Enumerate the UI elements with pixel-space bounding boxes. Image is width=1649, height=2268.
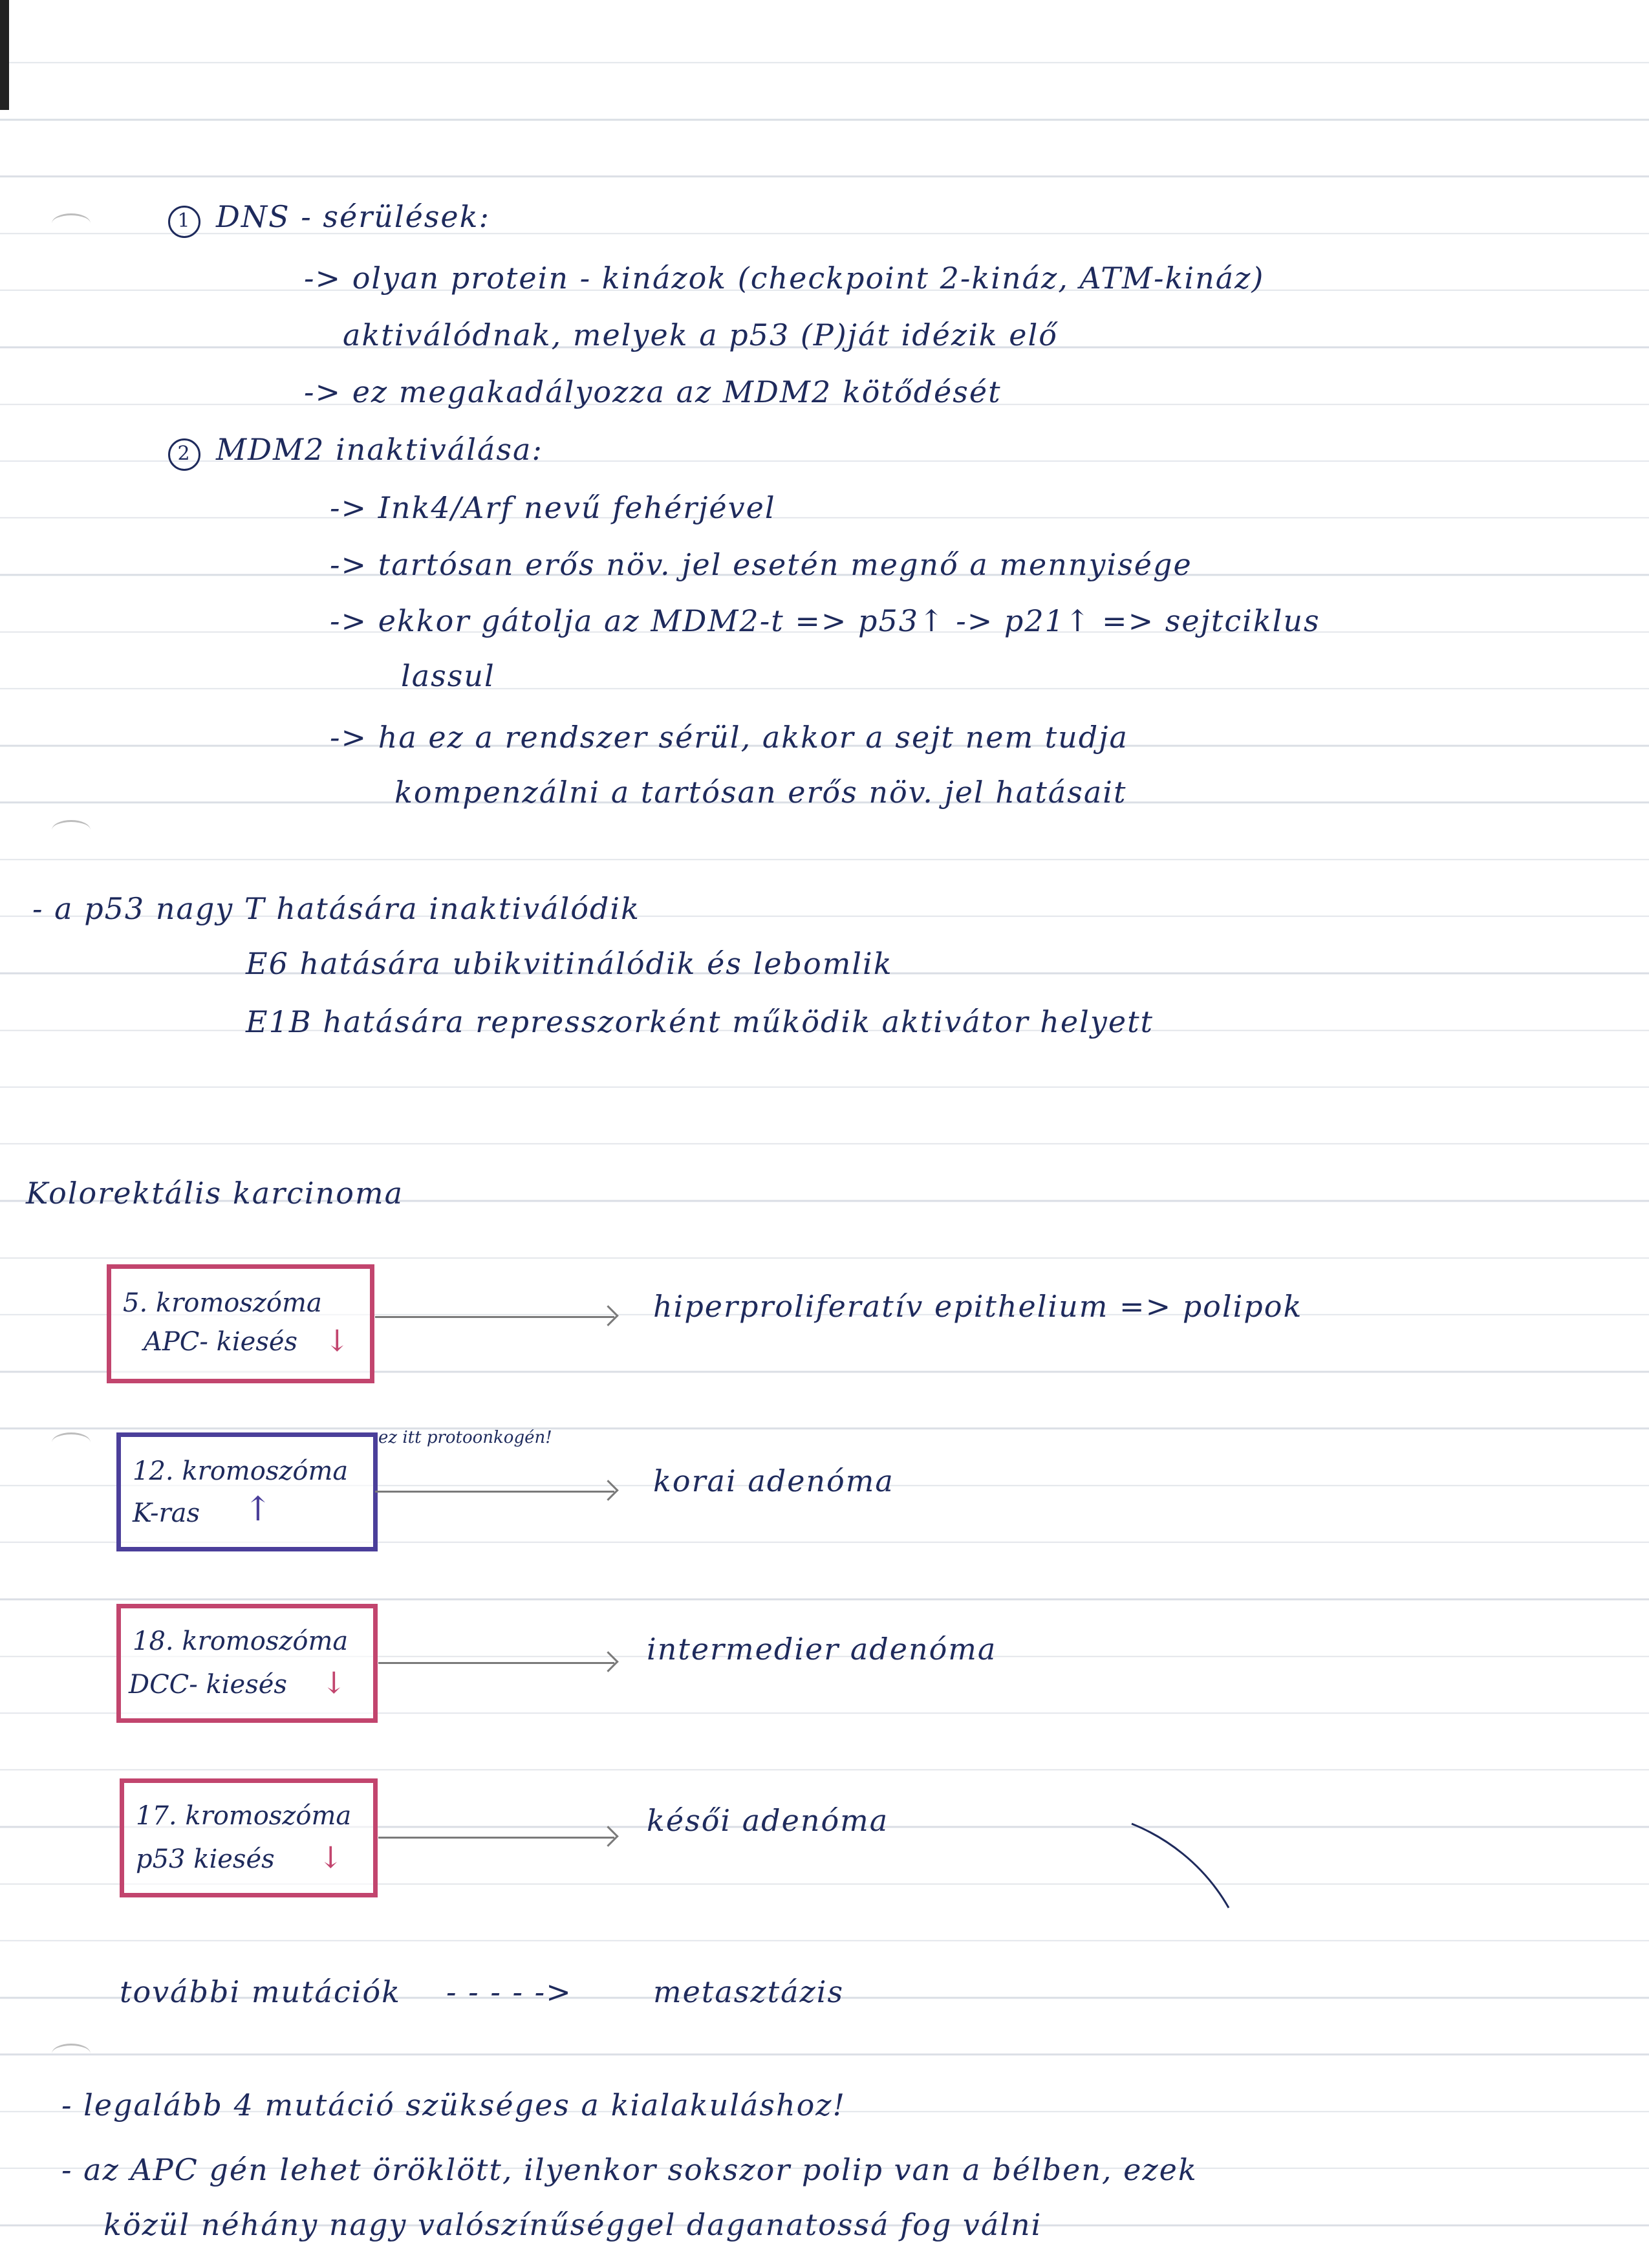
down-arrow-icon: ↓ (321, 1665, 347, 1700)
p53-line: - a p53 nagy T hatására inaktiválódik (32, 891, 640, 926)
box-line-2: p53 kiesés (136, 1844, 275, 1874)
item2-title: MDM2 inaktiválása: (216, 432, 543, 467)
item2-line: kompenzálni a tartósan erős növ. jel hatásait (394, 775, 1127, 810)
box-line-1: 17. kromoszóma (136, 1801, 352, 1831)
punch-hole-mark (52, 213, 91, 233)
item1-title: DNS - sérülések: (216, 199, 491, 234)
step-arrow (375, 1316, 614, 1318)
p53-line: E6 hatására ubikvitinálódik és lebomlik (246, 946, 893, 981)
metastasis: metasztázis (653, 1974, 845, 2009)
footer-line: közül néhány nagy valószínűséggel daganatossá fog válni (103, 2207, 1042, 2242)
item1-line: -> ez megakadályozza az MDM2 kötődését (304, 374, 1002, 409)
up-arrow-icon: ↑ (244, 1490, 272, 1529)
item1-line: aktiválódnak, melyek a p53 (P)ját idézik elő (343, 318, 1058, 352)
item2-number: 2 (168, 438, 200, 471)
box-line-2: APC- kiesés (144, 1327, 298, 1357)
further-mutations: további mutációk (120, 1974, 402, 2009)
box-line-2: K-ras (133, 1498, 200, 1528)
step-arrow (378, 1662, 614, 1664)
item2-line: -> ha ez a rendszer sérül, akkor a sejt nem tudja (330, 720, 1128, 755)
item2-heading (168, 430, 543, 471)
punch-hole-mark (52, 2044, 91, 2064)
step-arrow (375, 1491, 614, 1493)
step-result: késői adenóma (647, 1803, 889, 1838)
item1-number: 1 (168, 206, 200, 238)
footer-line: - legalább 4 mutáció szükséges a kialakuláshoz! (61, 2088, 846, 2122)
item1-line: -> olyan protein - kinázok (checkpoint 2-kináz, ATM-kináz) (304, 261, 1265, 296)
punch-hole-mark (52, 820, 91, 840)
step-result: hiperproliferatív epithelium => polipok (653, 1289, 1303, 1324)
step-result: korai adenóma (653, 1463, 894, 1498)
box-line-1: 18. kromoszóma (133, 1626, 349, 1656)
colorectal-heading: Kolorektális karcinoma (26, 1176, 404, 1211)
box-line-1: 12. kromoszóma (133, 1456, 349, 1486)
chromosome-box-18 (116, 1604, 378, 1723)
step-result: intermedier adenóma (647, 1632, 997, 1667)
chromosome-box-12 (116, 1432, 378, 1551)
chromosome-box-5 (107, 1264, 374, 1383)
chromosome-box-17 (120, 1778, 378, 1897)
item2-line: lassul (401, 658, 495, 693)
punch-hole-mark (52, 1432, 91, 1453)
protooncogene-note: ez itt protoonkogén! (378, 1428, 552, 1447)
step-arrow (378, 1837, 614, 1839)
down-arrow-icon: ↓ (325, 1323, 350, 1358)
footer-line: - az APC gén lehet öröklött, ilyenkor sokszor polip van a bélben, ezek (61, 2152, 1198, 2187)
item2-line: -> ekkor gátolja az MDM2-t => p53↑ -> p21↑ => sejtciklus (330, 603, 1320, 638)
scan-edge-mark (0, 0, 9, 110)
stray-pen-stroke (1125, 1817, 1242, 1914)
item2-line: -> Ink4/Arf nevű fehérjével (330, 490, 776, 525)
item2-line: -> tartósan erős növ. jel esetén megnő a mennyisége (330, 547, 1192, 582)
item1-heading (168, 197, 490, 238)
box-line-1: 5. kromoszóma (123, 1288, 322, 1318)
down-arrow-icon: ↓ (318, 1840, 343, 1875)
p53-line: E1B hatására represszorként működik aktivátor helyett (246, 1004, 1154, 1039)
box-line-2: DCC- kiesés (129, 1670, 287, 1700)
dashed-arrow: - - - - -> (446, 1974, 572, 2009)
